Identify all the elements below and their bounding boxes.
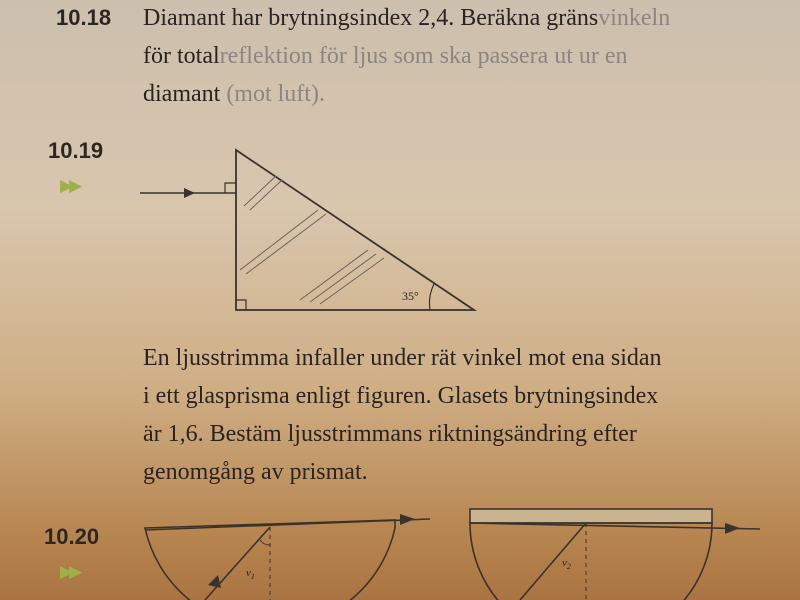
arrowhead-icon bbox=[184, 188, 195, 198]
right-angle-marker bbox=[236, 300, 246, 310]
text-line: för totalreflektion för ljus som ska passera ut ur en bbox=[143, 43, 628, 69]
glass-plate bbox=[470, 509, 712, 523]
light-ray bbox=[470, 523, 760, 529]
light-ray bbox=[205, 527, 270, 600]
problem-number: 10.19 bbox=[48, 138, 104, 163]
problem-number: 10.18 bbox=[56, 5, 112, 30]
text-line: genomgång av prismat. bbox=[143, 459, 368, 485]
text-line: En ljusstrimma infaller under rät vinkel mot ena sidan bbox=[143, 345, 662, 371]
text-line: är 1,6. Bestäm ljusstrimmans riktningsändring efter bbox=[143, 421, 637, 447]
text-line: Diamant har brytningsindex 2,4. Beräkna gränsvinkeln bbox=[143, 5, 671, 31]
text-line: diamant (mot luft). bbox=[143, 81, 325, 107]
angle-label: 35° bbox=[402, 289, 419, 303]
angle-label: $v_1$ bbox=[246, 567, 255, 581]
semicircle-figure bbox=[470, 523, 712, 600]
glass-hatching bbox=[240, 176, 384, 304]
double-arrow-icon: ▶▶ bbox=[60, 562, 79, 582]
double-arrow-icon: ▶▶ bbox=[60, 176, 79, 196]
angle-arc bbox=[429, 284, 434, 310]
light-ray bbox=[145, 519, 430, 530]
arrowhead-icon bbox=[400, 514, 415, 525]
problem-number: 10.20 bbox=[44, 524, 100, 549]
angle-label: $v_2$ bbox=[562, 557, 571, 571]
angle-arc bbox=[260, 540, 270, 545]
light-ray bbox=[520, 523, 586, 600]
arrowhead-icon bbox=[208, 575, 221, 588]
prism-triangle bbox=[236, 150, 474, 310]
right-angle-marker bbox=[225, 183, 236, 193]
arrowhead-icon bbox=[725, 523, 740, 534]
text-line: i ett glasprisma enligt figuren. Glasets brytningsindex bbox=[143, 383, 659, 409]
